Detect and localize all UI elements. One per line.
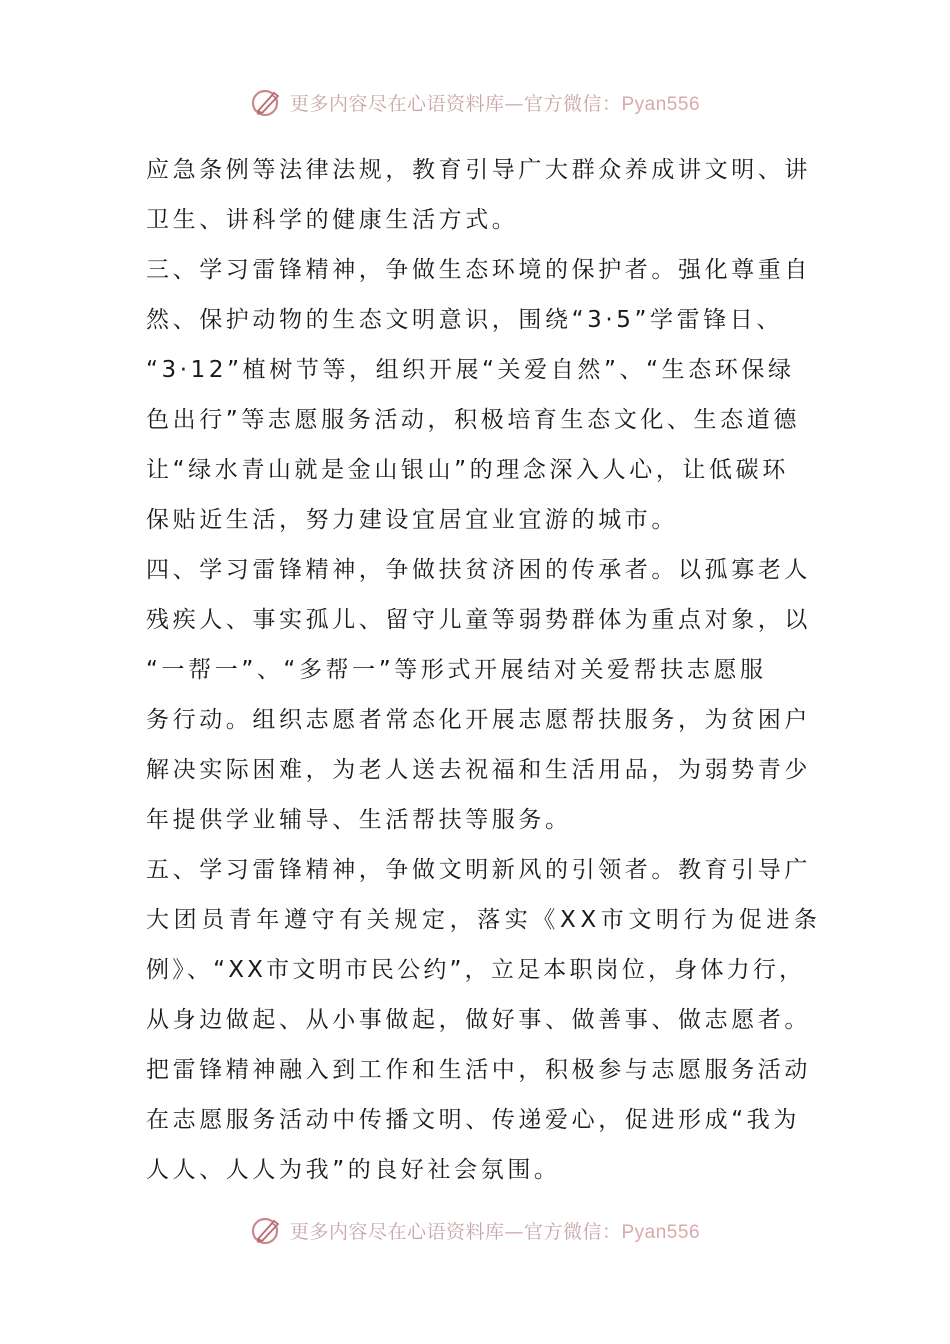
- text-line: 色出行”等志愿服务活动，积极培育生态文化、生态道德: [146, 407, 800, 433]
- text-line: 卫生、讲科学的健康生活方式。: [146, 207, 519, 233]
- watermark-banner-top: [0, 82, 950, 122]
- text-line: 残疾人、事实孤儿、留守儿童等弱势群体为重点对象，以: [146, 607, 811, 633]
- text-line: 把雷锋精神融入到工作和生活中，积极参与志愿服务活动: [146, 1057, 811, 1083]
- text-line: 四、学习雷锋精神，争做扶贫济困的传承者。以孤寡老人: [146, 557, 811, 583]
- text-line: 年提供学业辅导、生活帮扶等服务。: [146, 807, 572, 833]
- text-line: 在志愿服务活动中传播文明、传递爱心，促进形成“我为: [146, 1107, 800, 1133]
- text-line: 五、学习雷锋精神，争做文明新风的引领者。教育引导广: [146, 857, 811, 883]
- watermark-site: 更多内容尽在心语资料库—官方微信：: [289, 1220, 622, 1243]
- text-line: 保贴近生活，努力建设宜居宜业宜游的城市。: [146, 507, 678, 533]
- pen-in-circle-icon: [250, 1213, 284, 1247]
- watermark-text: [290, 89, 700, 116]
- text-line: 解决实际困难，为老人送去祝福和生活用品，为弱势青少: [146, 757, 811, 783]
- watermark-site: 更多内容尽在心语资料库—官方微信：: [289, 92, 622, 115]
- text-line: 从身边做起、从小事做起，做好事、做善事、做志愿者。: [146, 1007, 811, 1033]
- document-body: [146, 145, 826, 1195]
- watermark-contact: Pyan556: [621, 93, 701, 115]
- pen-in-circle-icon: [250, 85, 284, 119]
- watermark-banner-bottom: [0, 1210, 950, 1250]
- text-line: 务行动。组织志愿者常态化开展志愿帮扶服务，为贫困户: [146, 707, 811, 733]
- text-line: “3·12”植树节等，组织开展“关爱自然”、“生态环保绿: [146, 357, 795, 383]
- text-line: 让“绿水青山就是金山银山”的理念深入人心，让低碳环: [146, 457, 789, 483]
- watermark-contact: Pyan556: [621, 1221, 701, 1243]
- watermark-text: [290, 1217, 700, 1244]
- text-line: “一帮一”、“多帮一”等形式开展结对关爱帮扶志愿服: [146, 657, 767, 683]
- text-line: 大团员青年遵守有关规定，落实《XX市文明行为促进条: [146, 907, 822, 933]
- text-line: 三、学习雷锋精神，争做生态环境的保护者。强化尊重自: [146, 257, 811, 283]
- text-line: 例》、“XX市文明市民公约”，立足本职岗位，身体力行，: [146, 957, 806, 983]
- text-line: 人人、人人为我”的良好社会氛围。: [146, 1157, 561, 1183]
- text-line: 应急条例等法律法规，教育引导广大群众养成讲文明、讲: [146, 157, 811, 183]
- text-line: 然、保护动物的生态文明意识，围绕“3·5”学雷锋日、: [146, 307, 784, 333]
